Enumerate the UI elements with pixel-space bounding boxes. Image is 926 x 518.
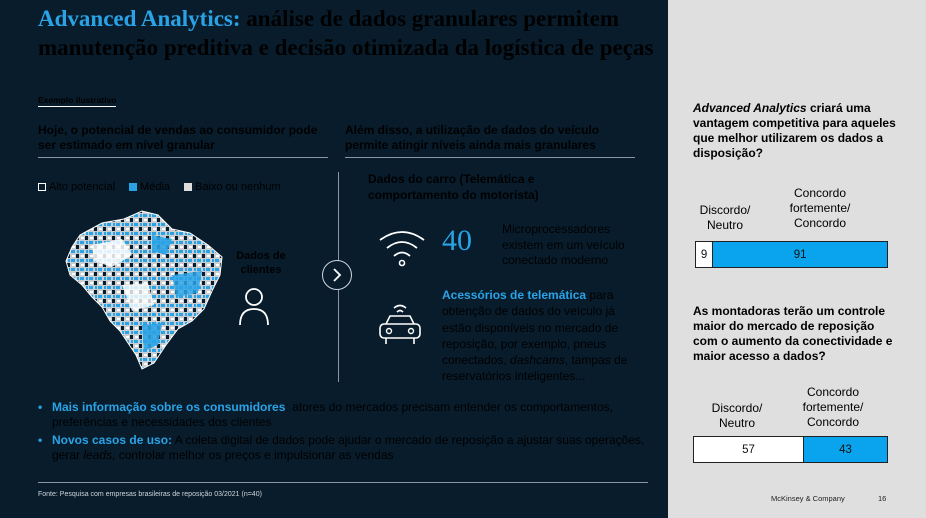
wifi-icon bbox=[378, 228, 426, 268]
telematics-accessories-text bbox=[442, 287, 647, 385]
bullet-2-text-1: A coleta digital de dados pode ajudar o mercado de reposição a ajustar suas operações, gerar bbox=[52, 433, 645, 462]
left-section-header: Hoje, o potencial de vendas ao consumidor pode ser estimado em nível granular bbox=[38, 123, 318, 152]
question-1-text: criará uma vantagem competitiva para aqueles que melhor utilizarem os dados a disposição? bbox=[693, 101, 896, 160]
left-header-rule bbox=[38, 157, 328, 158]
source-note: Fonte: Pesquisa com empresas brasileiras de reposição 03/2021 (n=40) bbox=[38, 491, 262, 498]
footer-rule bbox=[38, 482, 648, 483]
legend-label-high: Alto potencial bbox=[49, 181, 116, 193]
q2-stacked-bar bbox=[693, 436, 888, 463]
bullet-1-highlight: Mais informação sobre os consumidores bbox=[52, 400, 286, 414]
question-1 bbox=[693, 101, 898, 161]
legend-item-high bbox=[38, 181, 115, 193]
map-legend bbox=[38, 181, 281, 193]
question-2: As montadoras terão um controle maior do mercado de reposição com o aumento da conectividade e maior acesso a dados? bbox=[693, 304, 893, 363]
q1-bar-disagree: 9 bbox=[696, 242, 713, 267]
legend-swatch-low bbox=[184, 183, 192, 191]
slide-title bbox=[38, 4, 658, 62]
telematics-italic: dashcams bbox=[510, 353, 565, 368]
bullet-1-text: : atores do mercados precisam entender os comportamentos, preferências e necessidades dos clientes bbox=[52, 400, 613, 429]
bullet-2-highlight: Novos casos de uso: bbox=[52, 433, 173, 447]
title-rest: análise de dados granulares permitem manutenção preditiva e decisão otimizada da logística de peças bbox=[38, 6, 654, 60]
bullet-item-consumers bbox=[38, 400, 648, 430]
illustrative-tag: Exemplo ilustrativo bbox=[38, 95, 117, 105]
car-data-heading: Dados do carro (Telemática e comportamento do motorista) bbox=[368, 172, 539, 202]
q1-stacked-bar bbox=[695, 241, 888, 268]
connected-car-icon bbox=[376, 302, 424, 350]
bullet-2-italic: leads bbox=[83, 448, 113, 462]
q1-bar-agree: 91 bbox=[713, 242, 887, 267]
q2-bar-agree: 43 bbox=[804, 437, 887, 462]
company-footer: McKinsey & Company bbox=[771, 494, 845, 503]
brazil-map bbox=[62, 205, 232, 375]
legend-label-low: Baixo ou nenhum bbox=[195, 181, 281, 193]
q2-label-agree: Concordo fortemente/ Concordo bbox=[802, 385, 864, 429]
microprocessor-count: 40 bbox=[442, 224, 472, 257]
q2-bar-disagree: 57 bbox=[694, 437, 804, 462]
q1-label-agree: Concordo fortemente/ Concordo bbox=[789, 186, 851, 230]
right-header-rule bbox=[345, 157, 635, 158]
person-icon bbox=[238, 287, 270, 327]
q1-label-disagree: Discordo/ Neutro bbox=[699, 203, 751, 232]
bullet-2-text-2: , controlar melhor os preços e impulsionar as vendas bbox=[112, 448, 394, 462]
chevron-right-glyph bbox=[323, 261, 351, 289]
page-number: 16 bbox=[878, 494, 887, 503]
bullet-item-use-cases bbox=[38, 433, 648, 463]
legend-swatch-high bbox=[38, 183, 46, 191]
q2-label-disagree: Discordo/ Neutro bbox=[711, 401, 763, 430]
title-accent: Advanced Analytics: bbox=[38, 6, 241, 31]
microprocessor-text: Microprocessadores existem em um veículo conectado moderno bbox=[502, 222, 625, 267]
question-1-italic: Advanced Analytics bbox=[693, 101, 807, 115]
telematics-text-2: , tampas de reservatórios inteligentes... bbox=[442, 353, 628, 384]
legend-label-medium: Média bbox=[140, 181, 171, 193]
legend-item-low bbox=[184, 181, 281, 193]
bullet-list bbox=[38, 400, 648, 466]
legend-swatch-medium bbox=[129, 183, 137, 191]
customer-data-label: Dados de clientes bbox=[236, 250, 286, 276]
chevron-right-icon bbox=[322, 260, 352, 290]
telematics-text-1: para obtenção de dados do veículo já estão disponíveis no mercado de reposição, por exemplo, pneus conectados, bbox=[442, 288, 619, 368]
telematics-highlight: Acessórios de telemática bbox=[442, 288, 587, 302]
right-section-header: Além disso, a utilização de dados do veículo permite atingir níveis ainda mais granulares bbox=[345, 123, 600, 152]
legend-item-medium bbox=[129, 181, 170, 193]
